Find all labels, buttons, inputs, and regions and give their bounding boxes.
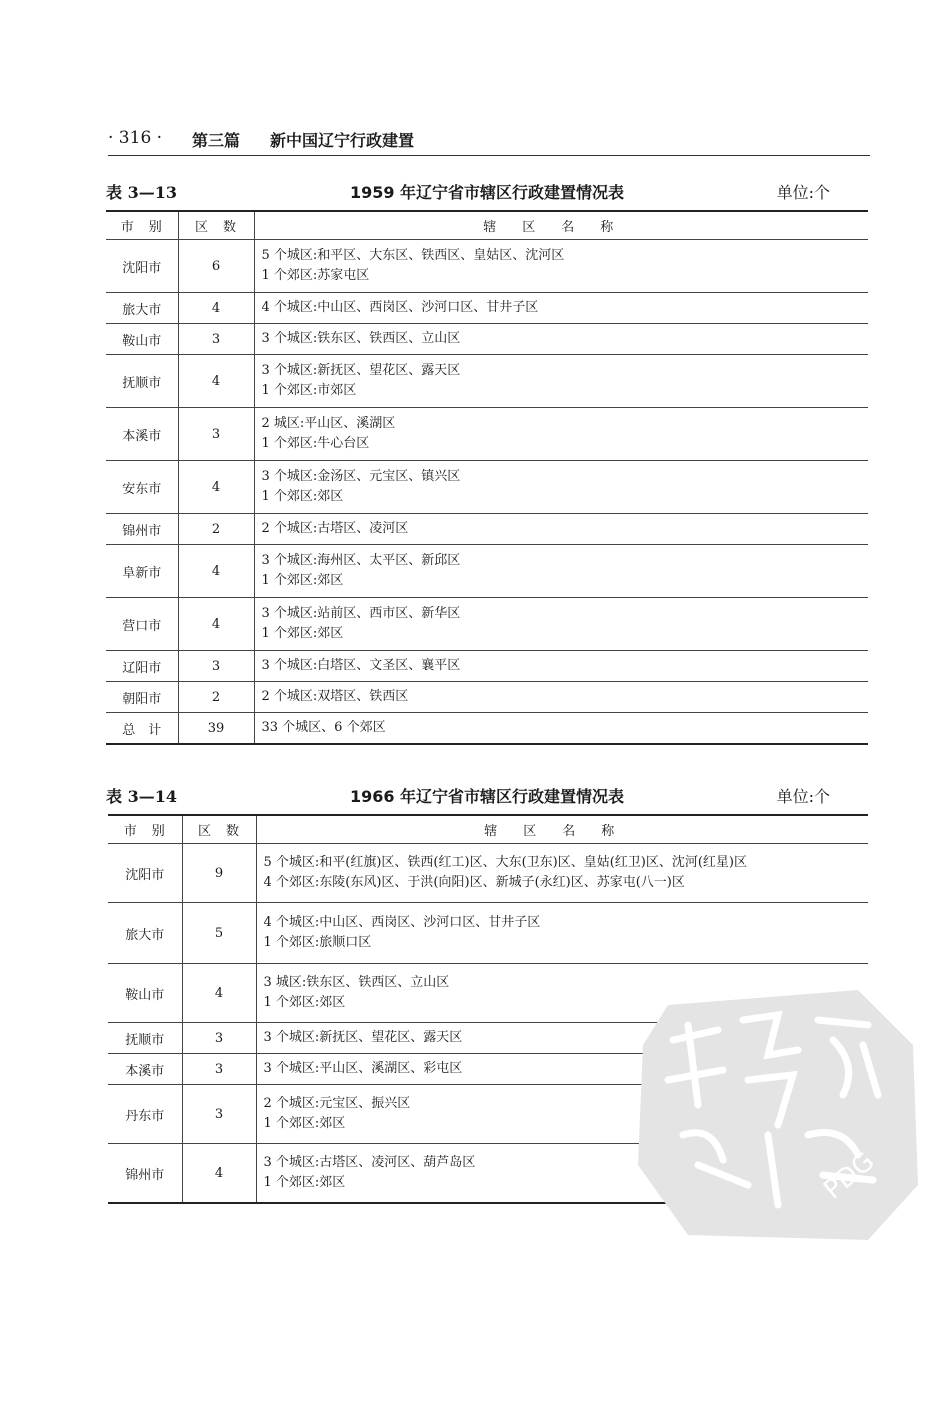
table-row — [106, 408, 868, 461]
watermark-stamp — [628, 985, 928, 1245]
col-header-count: 区 数 — [178, 211, 254, 240]
district-line: 5 个城区:和平(红旗)区、铁西(红工)区、大东(卫东)区、皇姑(红卫)区、沈河(红星)区 — [263, 855, 748, 870]
cell-city: 鞍山市 — [108, 964, 182, 1023]
col-header-city: 市 别 — [108, 815, 182, 844]
cell-count: 5 — [182, 903, 256, 964]
district-line: 5 个城区:和平区、大东区、铁西区、皇姑区、沈河区 — [261, 248, 565, 263]
cell-district-names — [254, 355, 868, 408]
cell-count: 6 — [178, 240, 254, 293]
table-number: 表 3—13 — [106, 183, 177, 202]
district-line: 1 个郊区:郊区 — [263, 1116, 346, 1131]
col-header-names: 辖区名称 — [254, 211, 868, 240]
cell-district-names — [254, 651, 868, 682]
district-line: 3 个城区:新抚区、望花区、露天区 — [261, 363, 461, 378]
cell-count: 3 — [182, 1085, 256, 1144]
district-line: 3 个城区:平山区、溪湖区、彩屯区 — [263, 1061, 463, 1076]
cell-city: 朝阳市 — [106, 682, 178, 713]
cell-city: 抚顺市 — [108, 1023, 182, 1054]
cell-count: 4 — [178, 293, 254, 324]
cell-district-names — [254, 514, 868, 545]
table-1959 — [106, 210, 868, 745]
cell-count: 4 — [178, 545, 254, 598]
header-rule — [108, 155, 870, 156]
table-row — [106, 682, 868, 713]
cell-city: 丹东市 — [108, 1085, 182, 1144]
district-line: 3 个城区:海州区、太平区、新邱区 — [261, 553, 461, 568]
district-line: 3 个城区:金汤区、元宝区、镇兴区 — [261, 469, 461, 484]
cell-city: 抚顺市 — [106, 355, 178, 408]
cell-count: 2 — [178, 682, 254, 713]
district-line: 4 个城区:中山区、西岗区、沙河口区、甘井子区 — [261, 300, 539, 315]
cell-count: 39 — [178, 713, 254, 745]
cell-count: 3 — [178, 651, 254, 682]
cell-city: 沈阳市 — [108, 844, 182, 903]
table-row — [108, 844, 868, 903]
cell-count: 4 — [182, 1144, 256, 1204]
table-row — [106, 598, 868, 651]
district-line: 1 个郊区:旅顺口区 — [263, 935, 372, 950]
cell-city: 营口市 — [106, 598, 178, 651]
cell-city: 旅大市 — [106, 293, 178, 324]
cell-count: 4 — [182, 964, 256, 1023]
part-label: 第三篇 — [192, 131, 241, 150]
cell-count: 3 — [178, 408, 254, 461]
table-unit: 单位:个 — [776, 787, 830, 806]
table-title: 1966 年辽宁省市辖区行政建置情况表 — [349, 787, 625, 806]
cell-count: 3 — [178, 324, 254, 355]
page-number: · 316 · — [108, 128, 163, 148]
table-title: 1959 年辽宁省市辖区行政建置情况表 — [349, 183, 625, 202]
district-line: 3 城区:铁东区、铁西区、立山区 — [263, 975, 450, 990]
table-row — [106, 355, 868, 408]
cell-district-names — [254, 324, 868, 355]
table-row — [106, 324, 868, 355]
district-line: 3 个城区:白塔区、文圣区、襄平区 — [261, 658, 461, 673]
cell-city: 总 计 — [106, 713, 178, 745]
cell-count: 3 — [182, 1023, 256, 1054]
district-line: 2 个城区:元宝区、振兴区 — [263, 1096, 411, 1111]
cell-city: 阜新市 — [106, 545, 178, 598]
district-line: 4 个郊区:东陵(东风)区、于洪(向阳)区、新城子(永红)区、苏家屯(八一)区 — [263, 875, 685, 890]
district-line: 1 个郊区:郊区 — [261, 573, 344, 588]
table-header-row — [108, 815, 868, 844]
district-line: 1 个郊区:郊区 — [261, 626, 344, 641]
cell-district-names — [256, 903, 868, 964]
district-line: 1 个郊区:郊区 — [263, 1175, 346, 1190]
cell-city: 锦州市 — [106, 514, 178, 545]
district-line: 33 个城区、6 个郊区 — [261, 720, 386, 735]
cell-district-names — [254, 293, 868, 324]
district-line: 3 个城区:铁东区、铁西区、立山区 — [261, 331, 461, 346]
cell-city: 锦州市 — [108, 1144, 182, 1204]
table-caption — [106, 784, 868, 808]
table-row — [106, 713, 868, 745]
cell-district-names — [254, 713, 868, 745]
cell-count: 4 — [178, 461, 254, 514]
district-line: 1 个郊区:苏家屯区 — [261, 268, 370, 283]
cell-district-names — [254, 408, 868, 461]
col-header-names: 辖区名称 — [256, 815, 868, 844]
cell-count: 2 — [178, 514, 254, 545]
cell-city: 旅大市 — [108, 903, 182, 964]
district-line: 3 个城区:古塔区、凌河区、葫芦岛区 — [263, 1155, 476, 1170]
table-number: 表 3—14 — [106, 787, 177, 806]
cell-district-names — [254, 240, 868, 293]
page-header — [108, 128, 870, 154]
table-caption — [106, 180, 868, 204]
cell-count: 4 — [178, 598, 254, 651]
district-line: 3 个城区:站前区、西市区、新华区 — [261, 606, 461, 621]
cell-city: 辽阳市 — [106, 651, 178, 682]
cell-count: 4 — [178, 355, 254, 408]
district-line: 1 个郊区:市郊区 — [261, 383, 357, 398]
district-line: 1 个郊区:郊区 — [261, 489, 344, 504]
cell-district-names — [254, 682, 868, 713]
cell-district-names — [256, 844, 868, 903]
cell-district-names — [254, 545, 868, 598]
table-row — [106, 240, 868, 293]
table-row — [106, 651, 868, 682]
cell-city: 本溪市 — [106, 408, 178, 461]
cell-city: 本溪市 — [108, 1054, 182, 1085]
cell-district-names — [254, 461, 868, 514]
cell-city: 安东市 — [106, 461, 178, 514]
district-line: 2 城区:平山区、溪湖区 — [261, 416, 396, 431]
table-unit: 单位:个 — [776, 183, 830, 202]
col-header-city: 市 别 — [106, 211, 178, 240]
table-row — [106, 514, 868, 545]
district-line: 2 个城区:双塔区、铁西区 — [261, 689, 409, 704]
cell-district-names — [254, 598, 868, 651]
table-row — [108, 903, 868, 964]
district-line: 3 个城区:新抚区、望花区、露天区 — [263, 1030, 463, 1045]
col-header-count: 区 数 — [182, 815, 256, 844]
district-line: 4 个城区:中山区、西岗区、沙河口区、甘井子区 — [263, 915, 541, 930]
cell-count: 9 — [182, 844, 256, 903]
part-title: 新中国辽宁行政建置 — [270, 131, 415, 150]
district-line: 1 个郊区:郊区 — [263, 995, 346, 1010]
watermark-text: PDG — [818, 1146, 881, 1206]
table-row — [106, 461, 868, 514]
district-line: 1 个郊区:牛心台区 — [261, 436, 370, 451]
district-line: 2 个城区:古塔区、凌河区 — [261, 521, 409, 536]
table-header-row — [106, 211, 868, 240]
table-row — [106, 293, 868, 324]
cell-city: 鞍山市 — [106, 324, 178, 355]
table-row — [106, 545, 868, 598]
cell-city: 沈阳市 — [106, 240, 178, 293]
cell-count: 3 — [182, 1054, 256, 1085]
